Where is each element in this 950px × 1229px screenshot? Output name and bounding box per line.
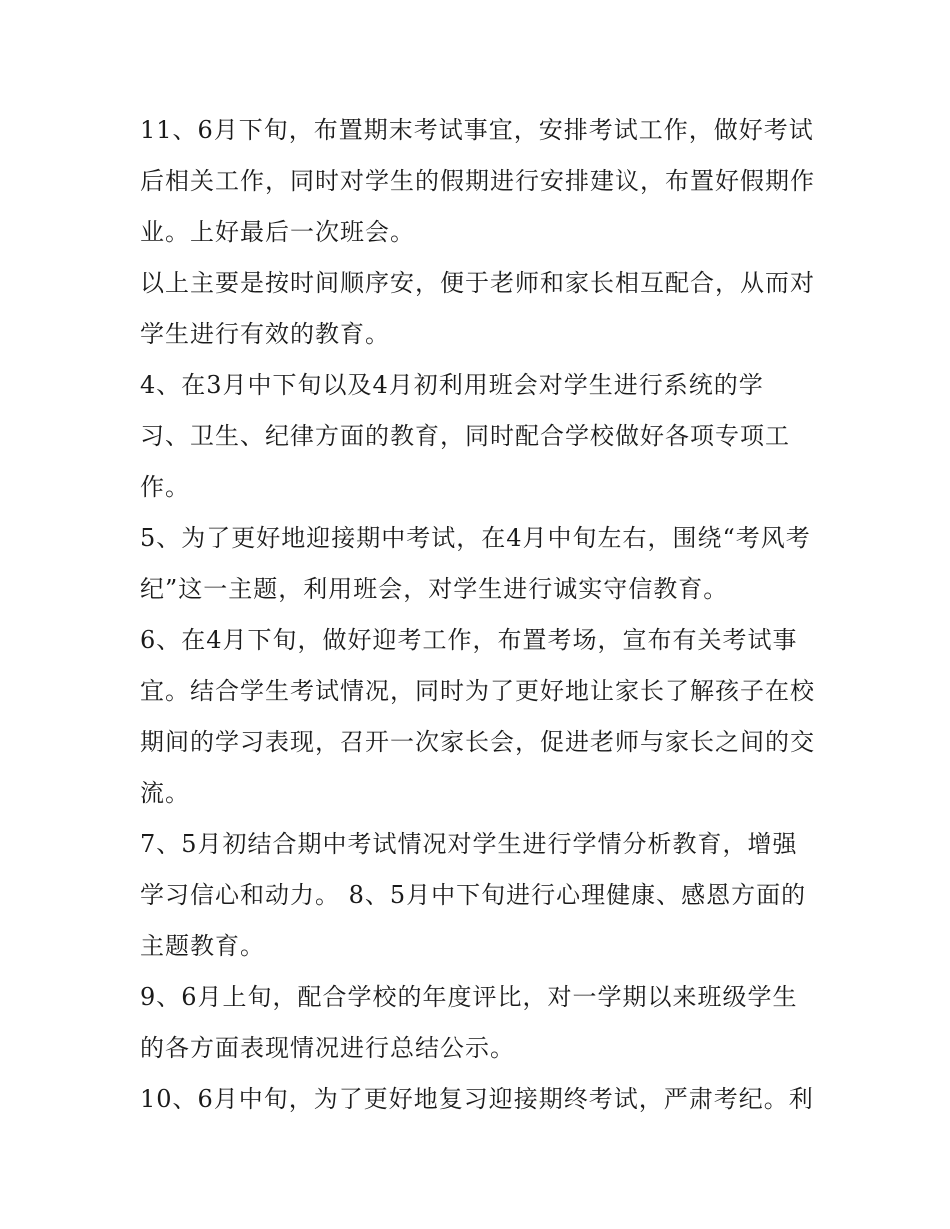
text-line: 纪”这一主题，利用班会，对学生进行诚实守信教育。: [140, 575, 729, 603]
text-line: 后相关工作，同时对学生的假期进行安排建议，布置好假期作: [140, 167, 815, 195]
document-body: [140, 105, 820, 1125]
text-line: 习、卫生、纪律方面的教育，同时配合学校做好各项专项工: [140, 422, 790, 450]
paragraph-summary: [140, 258, 820, 360]
text-line: 9、6月上旬，配合学校的年度评比，对一学期以来班级学生: [140, 983, 798, 1011]
text-line: 业。上好最后一次班会。: [140, 218, 415, 246]
text-line: 7、5月初结合期中考试情况对学生进行学情分析教育，增强: [140, 830, 798, 858]
paragraph-item-10: [140, 1074, 820, 1125]
text-line: 6、在4月下旬，做好迎考工作，布置考场，宣布有关考试事: [140, 626, 798, 654]
paragraph-item-6: [140, 615, 820, 819]
text-line: 11、6月下旬，布置期末考试事宜，安排考试工作，做好考试: [140, 116, 814, 144]
text-line: 以上主要是按时间顺序安，便于老师和家长相互配合，从而对: [140, 269, 815, 297]
paragraph-item-11: [140, 105, 820, 258]
text-line: 宜。结合学生考试情况，同时为了更好地让家长了解孩子在校: [140, 677, 815, 705]
paragraph-item-4: [140, 360, 820, 513]
text-line: 10、6月中旬，为了更好地复习迎接期终考试，严肃考纪。利: [140, 1085, 814, 1113]
text-line: 的各方面表现情况进行总结公示。: [140, 1034, 515, 1062]
paragraph-item-7-8: [140, 819, 820, 972]
paragraph-item-5: [140, 513, 820, 615]
text-line: 期间的学习表现，召开一次家长会，促进老师与家长之间的交: [140, 728, 815, 756]
text-line: 作。: [140, 473, 190, 501]
text-line: 主题教育。: [140, 932, 265, 960]
text-line: 学习信心和动力。 8、5月中下旬进行心理健康、感恩方面的: [140, 881, 807, 909]
text-line: 5、为了更好地迎接期中考试，在4月中旬左右，围绕“考风考: [140, 524, 811, 552]
text-line: 流。: [140, 779, 190, 807]
paragraph-item-9: [140, 972, 820, 1074]
text-line: 4、在3月中下旬以及4月初利用班会对学生进行系统的学: [140, 371, 764, 399]
text-line: 学生进行有效的教育。: [140, 320, 390, 348]
